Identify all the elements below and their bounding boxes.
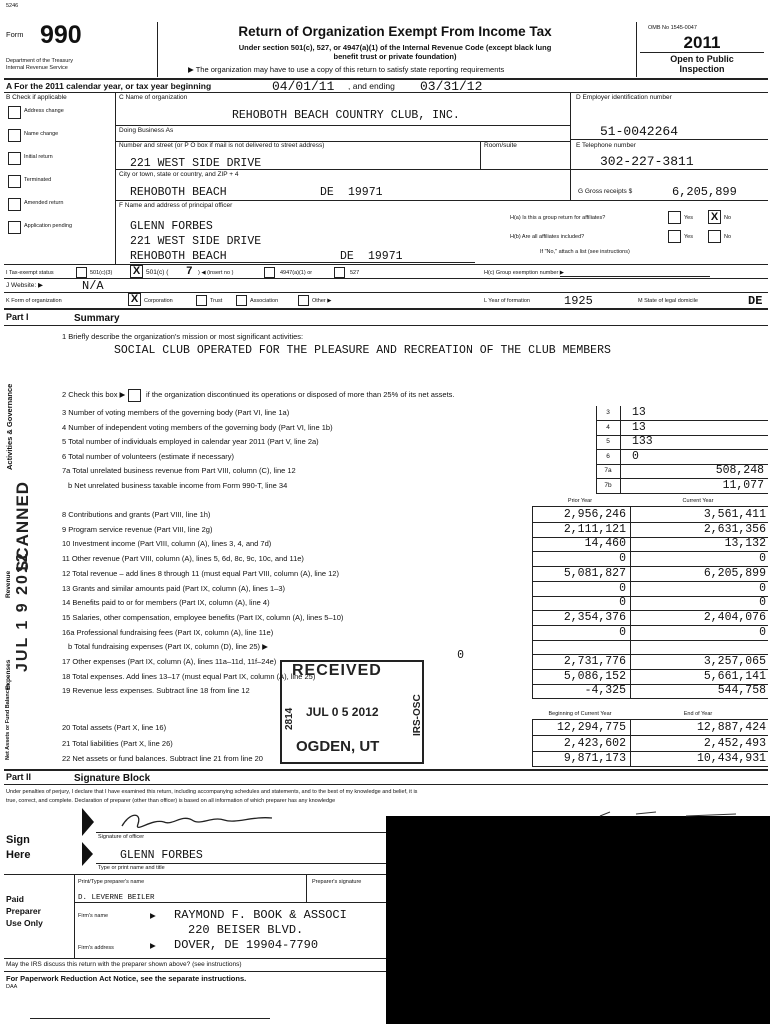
line2-text: if the organization discontinued its operations or disposed of more than 25% of its net assets. bbox=[146, 390, 455, 399]
fin-current-value: 0 bbox=[759, 552, 766, 566]
gov-line-divider bbox=[620, 435, 621, 449]
domicile-label: M State of legal domicile bbox=[638, 298, 698, 304]
fundraising-total-value: 0 bbox=[457, 649, 464, 662]
net-prior-value: 12,294,775 bbox=[556, 721, 626, 734]
part1-label: Part I bbox=[6, 312, 29, 322]
fin-col-divider bbox=[630, 566, 631, 581]
signer-name: GLENN FORBES bbox=[120, 849, 203, 862]
fin-col-divider bbox=[630, 595, 631, 610]
fin-prior-value: 0 bbox=[619, 625, 626, 639]
fin-line-text: 13 Grants and similar amounts paid (Part IX, column (A), lines 1–3) bbox=[62, 583, 286, 593]
corporation-checkbox[interactable]: X bbox=[128, 293, 141, 306]
fin-current-value: 0 bbox=[759, 596, 766, 610]
fin-line-text: 18 Total expenses. Add lines 13–17 (must equal Part IX, column (A), line 25) bbox=[62, 671, 316, 681]
gov-line-number: 4 bbox=[606, 423, 610, 431]
net-line-rule bbox=[532, 766, 768, 767]
tax-year: 2011 bbox=[683, 33, 721, 52]
gov-line-divider bbox=[596, 435, 597, 449]
fin-prior-value: -4,325 bbox=[584, 684, 626, 698]
fin-prior-value: 14,460 bbox=[584, 537, 626, 551]
gov-line-rule bbox=[596, 435, 768, 436]
fin-line-text: 12 Total revenue – add lines 8 through 11 (must equal Part VIII, column (A), line 12) bbox=[62, 568, 339, 578]
gov-line-number: 5 bbox=[606, 438, 610, 445]
form-org-label: K Form of organization bbox=[6, 298, 62, 304]
gov-line-number: 7b bbox=[604, 481, 612, 489]
page-id: 5246 bbox=[6, 3, 19, 9]
fin-prior-value: 2,731,776 bbox=[563, 655, 626, 668]
discuss-text: May the IRS discuss this return with the preparer shown above? (see instructions) bbox=[6, 961, 242, 968]
gov-line-rule bbox=[596, 449, 768, 450]
line2-checkbox[interactable] bbox=[128, 389, 141, 402]
fin-line-text: 19 Revenue less expenses. Subtract line 18 from line 12 bbox=[62, 686, 250, 696]
c-checkbox[interactable]: X bbox=[130, 265, 143, 278]
perjury-line-2: true, correct, and complete. Declaration of preparer (other than officer) is based on all information of which preparer has any knowledge bbox=[6, 798, 336, 804]
scan-date-stamp: JUL 1 9 2012 bbox=[14, 551, 31, 672]
side-rev: Revenue bbox=[5, 570, 12, 598]
here-label: Here bbox=[6, 849, 31, 861]
form-word: Form bbox=[6, 30, 24, 39]
hb-no-label: No bbox=[724, 234, 732, 240]
fin-line-text: 8 Contributions and grants (Part VIII, line 1h) bbox=[62, 510, 211, 519]
form-subtitle-2: benefit trust or private foundation) bbox=[333, 52, 457, 61]
527-checkbox[interactable] bbox=[334, 267, 345, 278]
ha-yes-label: Yes bbox=[684, 215, 693, 221]
hb-note: If "No," attach a list (see instructions) bbox=[540, 249, 630, 255]
fin-line-text: 15 Salaries, other compensation, employee benefits (Part IX, column (A), lines 5–10) bbox=[62, 612, 344, 622]
city-label: City or town, state or country, and ZIP + 4 bbox=[119, 171, 239, 178]
ein-label: D Employer identification number bbox=[576, 94, 672, 101]
fin-current-value: 6,205,899 bbox=[703, 566, 766, 580]
trust-label: Trust bbox=[210, 298, 223, 304]
officer-city: REHOBOTH BEACH bbox=[130, 250, 227, 263]
fin-prior-value: 0 bbox=[619, 552, 626, 566]
org-state: DE bbox=[320, 186, 334, 199]
gov-line-rule bbox=[596, 493, 768, 494]
fin-line-text: 17 Other expenses (Part IX, column (A), lines 11a–11d, 11f–24e) bbox=[62, 657, 277, 666]
line2-label: 2 Check this box ▶ bbox=[62, 390, 126, 399]
gov-line-divider bbox=[620, 450, 621, 464]
gov-line-value: 13 bbox=[632, 420, 646, 434]
fin-col-divider bbox=[630, 639, 631, 654]
fin-col-divider bbox=[630, 551, 631, 566]
net-prior-value: 2,423,602 bbox=[563, 736, 626, 750]
gov-line-value: 0 bbox=[632, 449, 639, 463]
received-irs: IRS-OSC bbox=[412, 694, 423, 736]
fin-line-text: 16a Professional fundraising fees (Part IX, column (A), line 11e) bbox=[62, 627, 274, 637]
gov-line-divider bbox=[620, 421, 621, 435]
gov-line-text: 5 Total number of individuals employed in calendar year 2011 (Part V, line 2a) bbox=[62, 437, 319, 446]
gross-receipts-label: G Gross receipts $ bbox=[578, 188, 633, 195]
gov-line-number: 3 bbox=[606, 409, 610, 416]
fin-line-rule bbox=[532, 698, 768, 699]
gov-line-divider bbox=[596, 421, 597, 435]
sign-label: Sign bbox=[6, 834, 30, 846]
formation-label: L Year of formation bbox=[484, 298, 530, 304]
officer-label: F Name and address of principal officer bbox=[119, 202, 233, 209]
fin-prior-value: 2,956,246 bbox=[563, 508, 626, 521]
preparer-label: Preparer bbox=[6, 906, 41, 916]
fin-line-text: b Total fundraising expenses (Part IX, column (D), line 25) ▶ bbox=[68, 642, 268, 652]
mission-text: SOCIAL CLUB OPERATED FOR THE PLEASURE AND RECREATION OF THE CLUB MEMBERS bbox=[114, 344, 611, 357]
firm-address-1: 220 BEISER BLVD. bbox=[188, 923, 304, 937]
net-current-value: 10,434,931 bbox=[696, 752, 766, 765]
fin-prior-value: 2,111,121 bbox=[563, 522, 626, 536]
fin-current-value: 13,132 bbox=[724, 537, 766, 551]
gov-line-divider bbox=[620, 464, 621, 478]
daa-label: DAA bbox=[6, 984, 18, 990]
gov-line-text: 7a Total unrelated business revenue from Part VIII, column (C), line 12 bbox=[62, 466, 296, 475]
preparer-name: D. LEVERNE BEILER bbox=[78, 894, 155, 902]
ha-no-label: No bbox=[724, 215, 732, 221]
domicile-state: DE bbox=[748, 294, 763, 308]
side-net: Net Assets or Fund Balances bbox=[5, 684, 11, 760]
date-scribble-icon bbox=[596, 806, 766, 820]
begin-year-header: Beginning of Current Year bbox=[548, 711, 612, 717]
gov-line-divider bbox=[596, 479, 597, 493]
fin-col-divider bbox=[630, 683, 631, 698]
net-line-text: 20 Total assets (Part X, line 16) bbox=[62, 723, 167, 732]
fin-current-value: 0 bbox=[759, 581, 766, 595]
fin-current-value: 2,404,076 bbox=[703, 610, 766, 624]
fin-prior-value: 0 bbox=[619, 581, 626, 595]
officer-name: GLENN FORBES bbox=[130, 220, 213, 233]
net-col-divider bbox=[630, 751, 631, 766]
sign-arrow-icon bbox=[82, 808, 94, 836]
org-city: REHOBOTH BEACH bbox=[130, 186, 227, 199]
hb-label: H(b) Are all affiliates included? bbox=[510, 234, 585, 240]
ha-yes-checkbox[interactable] bbox=[668, 211, 681, 224]
form-subtitle-3: ▶ The organization may have to use a copy of this return to satisfy state reporting requirements bbox=[188, 65, 505, 74]
fin-line-text: 9 Program service revenue (Part VIII, line 2g) bbox=[62, 524, 213, 534]
phone-label: E Telephone number bbox=[576, 142, 636, 149]
use-only-label: Use Only bbox=[6, 918, 43, 928]
gov-line-value: 133 bbox=[632, 435, 653, 448]
redacted-block bbox=[386, 816, 770, 1024]
net-col-divider bbox=[630, 720, 631, 735]
gov-line-text: 6 Total number of volunteers (estimate if necessary) bbox=[62, 451, 235, 461]
form-number: 990 bbox=[40, 21, 82, 49]
c-type-number: 7 bbox=[186, 266, 193, 278]
received-date: JUL 0 5 2012 bbox=[306, 705, 379, 719]
perjury-line-1: Under penalties of perjury, I declare that I have examined this return, including accompanying schedules and statements, and to the best of my knowledge and belief, it is bbox=[6, 789, 418, 795]
fin-current-value: 544,758 bbox=[717, 684, 766, 698]
corporation-label: Corporation bbox=[144, 298, 173, 304]
street-label: Number and street (or P O box if mail is not delivered to street address) bbox=[119, 142, 325, 149]
fin-current-value: 2,631,356 bbox=[703, 522, 766, 536]
form-title: Return of Organization Exempt From Income Tax bbox=[238, 24, 552, 39]
firm-address-label: Firm's address bbox=[78, 945, 114, 951]
paid-label: Paid bbox=[6, 894, 24, 904]
fin-line-text: 11 Other revenue (Part VIII, column (A), lines 5, 6d, 8c, 9c, 10c, and 11e) bbox=[62, 554, 304, 564]
prep-sig-label: Preparer's signature bbox=[312, 879, 362, 885]
fin-line-rule bbox=[532, 640, 768, 641]
gov-line-value: 13 bbox=[632, 406, 646, 419]
name-arrow-icon bbox=[82, 842, 93, 866]
fin-col-divider bbox=[630, 625, 631, 640]
side-exp: Expenses bbox=[5, 659, 12, 690]
org-street: 221 WEST SIDE DRIVE bbox=[130, 157, 262, 170]
firm-name: RAYMOND F. BOOK & ASSOCI bbox=[174, 908, 347, 922]
section-b-item: Amended return bbox=[24, 200, 64, 206]
fin-col-divider bbox=[630, 507, 631, 522]
4947-label: 4947(a)(1) or bbox=[280, 270, 313, 276]
fin-prior-value: 0 bbox=[619, 596, 626, 610]
open-inspection: Inspection bbox=[679, 64, 725, 74]
type-print-label: Type or print name and title bbox=[98, 865, 165, 871]
line1-label: 1 Briefly describe the organization's mission or most significant activities: bbox=[62, 332, 304, 341]
section-b-checkbox[interactable] bbox=[8, 152, 21, 165]
website-value: N/A bbox=[82, 279, 104, 293]
net-col-divider bbox=[630, 736, 631, 751]
section-b-item: Initial return bbox=[24, 154, 53, 160]
omb-number: OMB No 1545-0047 bbox=[648, 25, 697, 31]
gov-line-text: 3 Number of voting members of the governing body (Part VI, line 1a) bbox=[62, 408, 290, 417]
part2-title: Signature Block bbox=[74, 773, 151, 784]
org-name: REHOBOTH BEACH COUNTRY CLUB, INC. bbox=[232, 109, 460, 122]
gov-line-text: 4 Number of independent voting members of the governing body (Part VI, line 1b) bbox=[62, 422, 333, 432]
fin-prior-value: 2,354,376 bbox=[563, 610, 626, 624]
fin-prior-value: 5,086,152 bbox=[563, 669, 626, 683]
fin-col-divider bbox=[630, 522, 631, 537]
part1-title: Summary bbox=[74, 313, 120, 324]
sig-officer-label: Signature of officer bbox=[98, 834, 145, 840]
officer-state: DE bbox=[340, 250, 354, 263]
room-label: Room/suite bbox=[484, 142, 517, 149]
hc-label: H(c) Group exemption number ▶ bbox=[484, 270, 565, 276]
hb-yes-label: Yes bbox=[684, 234, 693, 240]
hb-yes-checkbox[interactable] bbox=[668, 230, 681, 243]
fin-current-value: 5,661,141 bbox=[703, 669, 766, 683]
firm-address-2: DOVER, DE 19904-7790 bbox=[174, 938, 319, 952]
fin-current-value: 0 bbox=[759, 625, 766, 639]
fin-col-divider bbox=[532, 639, 533, 654]
gov-line-number: 6 bbox=[606, 452, 610, 460]
net-prior-value: 9,871,173 bbox=[563, 752, 626, 765]
trust-checkbox[interactable] bbox=[196, 295, 207, 306]
gov-line-rule bbox=[596, 420, 768, 421]
net-line-text: 21 Total liabilities (Part X, line 26) bbox=[62, 738, 173, 748]
other-checkbox[interactable] bbox=[298, 295, 309, 306]
net-header-rule bbox=[532, 719, 768, 720]
527-label: 527 bbox=[350, 270, 360, 276]
fin-line-text: 14 Benefits paid to or for members (Part IX, column (A), line 4) bbox=[62, 598, 270, 608]
prep-name-label: Print/Type preparer's name bbox=[78, 879, 145, 885]
4947-checkbox[interactable] bbox=[264, 267, 275, 278]
gov-line-value: 11,077 bbox=[722, 478, 764, 492]
ha-label: H(a) Is this a group return for affiliates? bbox=[510, 215, 606, 221]
dept-treasury: Department of the Treasury bbox=[6, 58, 73, 64]
section-b-checkbox[interactable] bbox=[8, 106, 21, 119]
firm-address-arrow-icon: ▶ bbox=[150, 941, 156, 950]
officer-street: 221 WEST SIDE DRIVE bbox=[130, 235, 262, 248]
fin-col-divider bbox=[630, 536, 631, 551]
line-i-label: I Tax-exempt status bbox=[6, 270, 54, 276]
officer-zip: 19971 bbox=[368, 250, 403, 263]
gross-receipts-value: 6,205,899 bbox=[672, 185, 737, 199]
gov-line-divider bbox=[596, 406, 597, 420]
org-zip: 19971 bbox=[348, 186, 383, 199]
fin-col-divider bbox=[630, 669, 631, 684]
gov-line-divider bbox=[596, 450, 597, 464]
part2-label: Part II bbox=[6, 772, 32, 782]
section-b-title: B Check if applicable bbox=[6, 94, 67, 101]
dept-irs: Internal Revenue Service bbox=[6, 65, 68, 71]
net-current-value: 2,452,493 bbox=[703, 736, 766, 750]
fin-current-value: 3,257,065 bbox=[703, 655, 766, 668]
ein-value: 51-0042264 bbox=[600, 124, 679, 139]
paperwork-notice: For Paperwork Reduction Act Notice, see the separate instructions. bbox=[6, 974, 247, 983]
insert-no: ) ◀ (insert no ) bbox=[198, 270, 234, 276]
firm-name-label: Firm's name bbox=[78, 913, 109, 919]
fin-col-divider bbox=[630, 654, 631, 669]
dba-label: Doing Business As bbox=[119, 127, 174, 134]
association-checkbox[interactable] bbox=[236, 295, 247, 306]
c3-label: 501(c)(3) bbox=[90, 270, 113, 276]
section-b-checkbox[interactable] bbox=[8, 221, 21, 234]
fin-col-divider bbox=[630, 610, 631, 625]
section-b-item: Application pending bbox=[24, 223, 73, 229]
fin-header-rule bbox=[532, 506, 768, 507]
side-gov: Activities & Governance bbox=[5, 383, 14, 470]
section-b-checkbox[interactable] bbox=[8, 198, 21, 211]
section-b-item: Name change bbox=[24, 131, 59, 137]
c-label: 501(c) ( bbox=[146, 269, 169, 276]
formation-year: 1925 bbox=[564, 294, 593, 308]
received-code: 2814 bbox=[284, 707, 295, 730]
gov-line-divider bbox=[620, 406, 621, 420]
line-a-label: A For the 2011 calendar year, or tax year beginning bbox=[6, 81, 212, 91]
gov-line-divider bbox=[620, 479, 621, 493]
section-b-item: Address change bbox=[24, 108, 64, 114]
other-label: Other ▶ bbox=[312, 298, 332, 304]
section-b-checkbox[interactable] bbox=[8, 129, 21, 142]
org-name-label: C Name of organization bbox=[119, 94, 188, 101]
fin-line-text: 10 Investment income (Part VIII, column (A), lines 3, 4, and 7d) bbox=[62, 539, 272, 549]
firm-name-arrow-icon: ▶ bbox=[150, 911, 156, 920]
prior-year-header: Prior Year bbox=[567, 498, 593, 504]
form-subtitle-1: Under section 501(c), 527, or 4947(a)(1) of the Internal Revenue Code (except black lung bbox=[238, 43, 552, 52]
website-label: J Website: ▶ bbox=[6, 282, 44, 289]
section-b-checkbox[interactable] bbox=[8, 175, 21, 188]
tax-year-begin: 04/01/11 bbox=[272, 79, 335, 94]
fin-prior-value: 5,081,827 bbox=[563, 566, 626, 580]
gov-line-value: 508,248 bbox=[715, 464, 764, 477]
tax-year-end: 03/31/12 bbox=[420, 79, 483, 94]
c3-checkbox[interactable] bbox=[76, 267, 87, 278]
net-line-rule bbox=[532, 735, 768, 736]
phone-value: 302-227-3811 bbox=[600, 154, 694, 169]
gov-line-number: 7a bbox=[604, 467, 612, 474]
gov-line-text: b Net unrelated business taxable income from Form 990-T, line 34 bbox=[68, 480, 288, 490]
received-text: RECEIVED bbox=[292, 662, 382, 679]
fin-col-divider bbox=[630, 581, 631, 596]
net-current-value: 12,887,424 bbox=[696, 721, 766, 734]
ha-no-checkbox[interactable]: X bbox=[708, 210, 721, 224]
current-year-header: Current Year bbox=[682, 498, 714, 504]
scanned-stamp: SCANNED bbox=[13, 480, 32, 572]
end-year-header: End of Year bbox=[683, 711, 713, 717]
fin-current-value: 3,561,411 bbox=[703, 508, 766, 521]
received-city: OGDEN, UT bbox=[296, 738, 380, 755]
gov-line-divider bbox=[596, 464, 597, 478]
and-ending: , and ending bbox=[348, 81, 395, 91]
association-label: Association bbox=[250, 298, 279, 304]
section-b-item: Terminated bbox=[24, 177, 52, 183]
hb-no-checkbox[interactable] bbox=[708, 230, 721, 243]
open-public: Open to Public bbox=[670, 54, 734, 64]
net-line-text: 22 Net assets or fund balances. Subtract line 21 from line 20 bbox=[62, 754, 263, 763]
